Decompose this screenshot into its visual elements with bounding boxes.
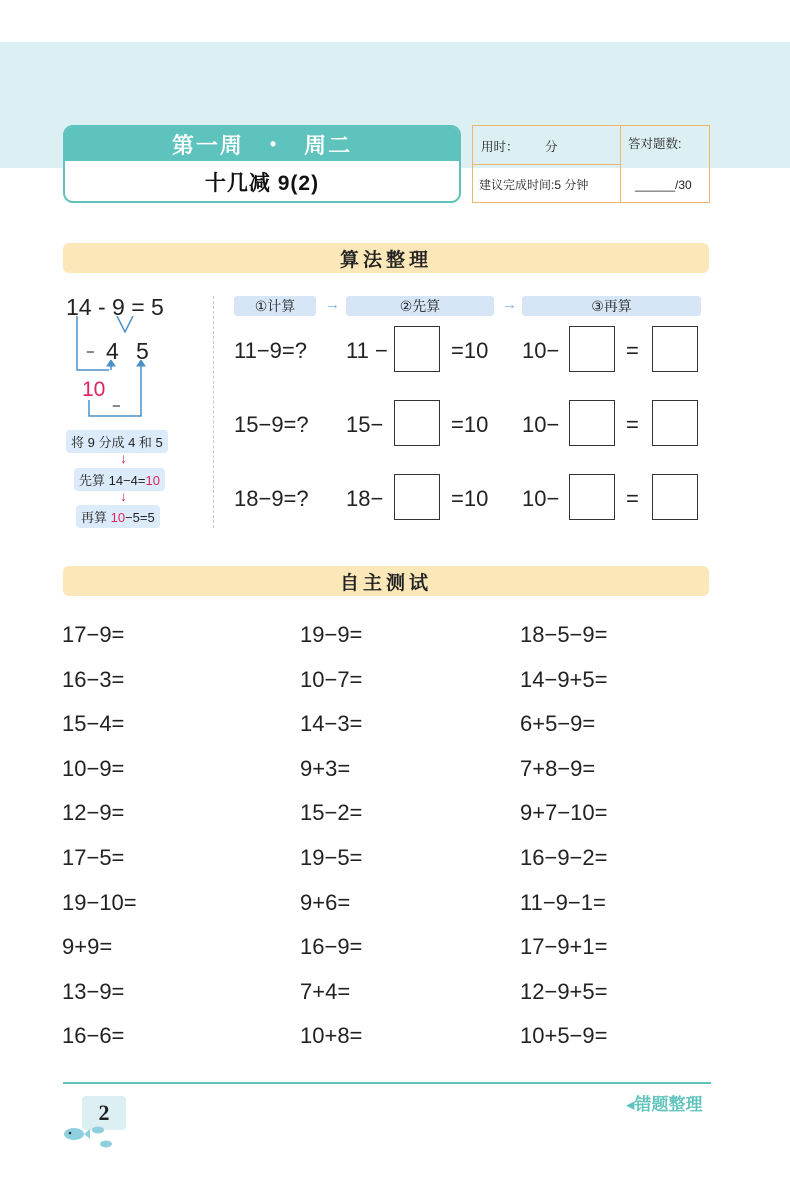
test-problem: 17−9+1= <box>520 934 608 960</box>
calc-second-operand: 10− <box>522 486 560 511</box>
step-second-suffix: −5=5 <box>125 510 155 525</box>
test-problem: 16−9= <box>300 934 363 960</box>
test-problem: 16−3= <box>62 666 125 692</box>
self-test-section-bar: 自主测试 <box>63 566 709 596</box>
correct-count-label: 答对题数: <box>628 137 682 151</box>
test-problem: 10−9= <box>62 755 125 781</box>
calc-second-operand: 10− <box>522 338 560 363</box>
score-total: /30 <box>675 178 692 192</box>
step-split: 将 9 分成 4 和 5 <box>66 430 168 453</box>
info-divider-vertical <box>620 126 621 202</box>
calc-first-operand: 18− <box>346 486 384 511</box>
lesson-title: 十几减 9(2) <box>204 172 320 195</box>
test-problem: 19−10= <box>62 889 137 915</box>
ten-result: 10 <box>82 378 106 401</box>
test-problem: 16−6= <box>62 1023 125 1049</box>
dashed-divider <box>213 296 214 528</box>
split-digit-b: 5 <box>136 338 149 364</box>
test-problem: 10+8= <box>300 1023 363 1049</box>
step-second-calc <box>76 505 160 528</box>
time-unit: 分 <box>545 140 558 154</box>
calc-question: 18−9=? <box>234 486 309 511</box>
time-used-label: 用时： <box>481 140 519 154</box>
test-problem: 9+9= <box>62 934 113 960</box>
test-problem: 15−2= <box>300 800 363 826</box>
test-problem: 17−5= <box>62 845 125 870</box>
down-arrow-icon: ↓ <box>120 450 127 466</box>
split-digit-a: 4 <box>106 338 119 364</box>
test-problem: 18−5−9= <box>520 622 608 647</box>
calc-first-operand: 11 − <box>346 338 388 363</box>
score-field <box>635 178 692 192</box>
equals-ten: =10 <box>451 412 489 437</box>
week-day-banner <box>65 127 459 161</box>
test-problem: 10−7= <box>300 666 363 692</box>
test-problem: 9+6= <box>300 889 351 915</box>
calc-second-operand: 10− <box>522 412 560 437</box>
equals-ten: =10 <box>451 338 489 363</box>
arrow-right-icon: → <box>502 296 517 313</box>
answer-box[interactable] <box>569 474 615 520</box>
answer-box[interactable] <box>652 400 698 446</box>
test-problem: 12−9= <box>62 800 125 826</box>
answer-box[interactable] <box>394 474 440 520</box>
test-problem: 11−9−1= <box>520 889 606 915</box>
time-score-box <box>472 125 710 203</box>
step-second-prefix: 再算 <box>81 510 111 525</box>
step-first-calc-result: 10 <box>145 473 160 488</box>
test-problem: 16−9−2= <box>520 845 608 870</box>
test-problem: 19−9= <box>300 622 363 647</box>
equals-ten: =10 <box>451 486 489 511</box>
answer-box[interactable] <box>394 326 440 372</box>
day-label: 周二 <box>304 132 353 158</box>
lesson-title-card <box>63 125 461 203</box>
answer-box[interactable] <box>569 400 615 446</box>
test-problem: 17−9= <box>62 622 125 647</box>
step-first-calc-text: 先算 14−4= <box>79 473 146 488</box>
answer-box[interactable] <box>652 326 698 372</box>
test-problem: 14−9+5= <box>520 666 608 692</box>
test-problem: 19−5= <box>300 845 363 870</box>
test-problem: 12−9+5= <box>520 978 608 1004</box>
step3-header: ③再算 <box>522 296 701 316</box>
test-problem: 13−9= <box>62 978 125 1004</box>
score-blank: ______ <box>635 178 676 192</box>
calc-question: 11−9=? <box>234 338 308 363</box>
step2-header: ②先算 <box>346 296 494 316</box>
step-second-ten: 10 <box>110 510 126 525</box>
step1-header: ①计算 <box>234 296 316 316</box>
test-problem: 6+5−9= <box>520 711 596 737</box>
calc-question: 15−9=? <box>234 412 309 437</box>
arrow-right-icon: → <box>325 296 340 313</box>
test-problem: 9+7−10= <box>520 800 608 826</box>
page-number: 2 <box>82 1096 126 1130</box>
fish-icon <box>60 1122 120 1150</box>
test-problem: 7+4= <box>300 978 351 1004</box>
example-equation: 14 - 9 = 5 <box>66 294 164 320</box>
answer-box[interactable] <box>652 474 698 520</box>
test-problem: 9+3= <box>300 755 351 781</box>
method-section-bar: 算法整理 <box>63 243 709 273</box>
equals-sign: = <box>626 486 639 511</box>
error-review-link[interactable]: ◂错题整理 <box>626 1095 703 1114</box>
answer-box[interactable] <box>394 400 440 446</box>
calc-first-operand: 15− <box>346 412 384 437</box>
down-arrow-icon: ↓ <box>120 488 127 504</box>
week-label: 第一周 <box>171 132 244 158</box>
separator-dot: • <box>269 133 279 154</box>
test-problem: 14−3= <box>300 711 363 737</box>
test-problem: 15−4= <box>62 711 125 737</box>
footer-divider <box>63 1082 711 1084</box>
equals-sign: = <box>626 338 639 363</box>
answer-box[interactable] <box>569 326 615 372</box>
test-problem: 10+5−9= <box>520 1023 608 1049</box>
test-problem: 7+8−9= <box>520 755 596 781</box>
minus-sign-b: − <box>112 398 121 415</box>
info-divider-horizontal <box>473 164 620 165</box>
equals-sign: = <box>626 412 639 437</box>
minus-sign-a: − <box>86 344 95 361</box>
suggested-time: 建议完成时间:5 分钟 <box>479 178 589 192</box>
